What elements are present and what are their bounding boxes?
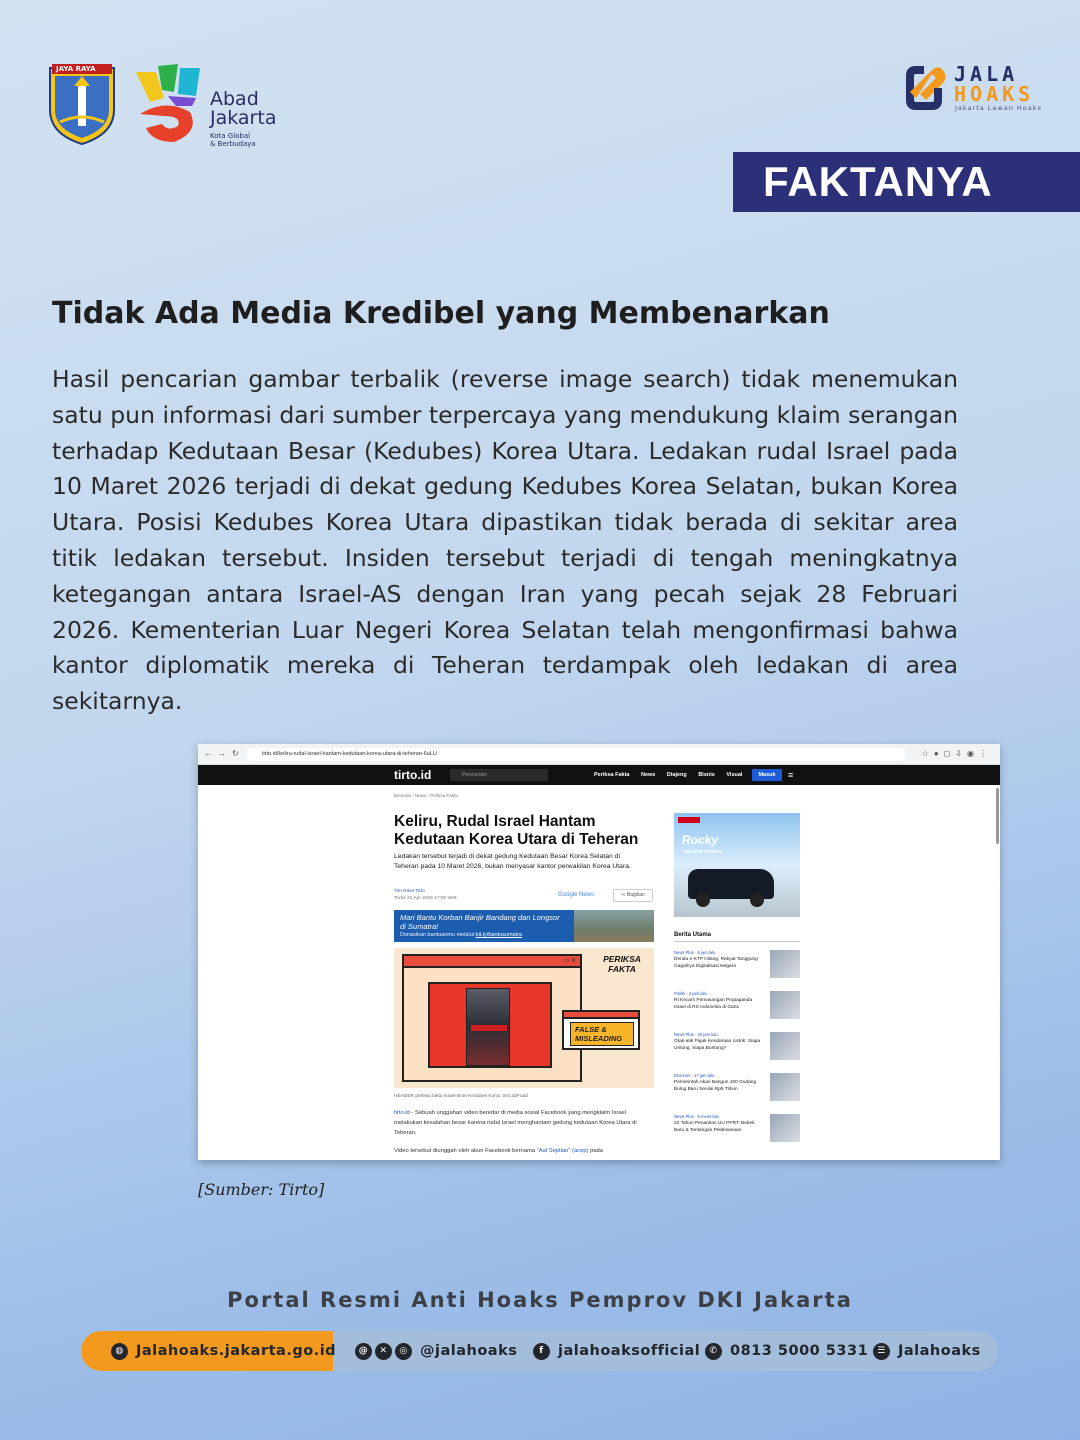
social-handle[interactable] — [355, 1331, 517, 1371]
news-category: News Plus · 20 jam lalu — [674, 1032, 718, 1037]
jalahoaks-hoaks-text: HOAKS — [954, 82, 1035, 106]
article-author: Tim Riset Tirto — [394, 889, 425, 894]
threads-icon: @ — [355, 1343, 372, 1360]
chat-link[interactable] — [873, 1331, 981, 1371]
news-title: Otak-atik Pajak Kendaraan Listrik: Siapa Untung, Siapa Buntung? — [674, 1039, 761, 1051]
facebook-icon: f — [533, 1343, 550, 1360]
article-screenshot — [198, 744, 1000, 1160]
news-category: News Plus · 6 menit lalu — [674, 1114, 719, 1119]
news-category: Politik · 2 jam lalu — [674, 991, 707, 996]
ad-title: Rocky — [682, 833, 719, 847]
news-title: Denda e-KTP Hilang, Rakyat Tanggung Gagalnya Digitalisasi Negara — [674, 957, 758, 969]
jalahoaks-tagline: Jakarta Lawan Hoaks — [955, 104, 1042, 112]
car-image — [688, 869, 774, 899]
globe-icon: ◍ — [111, 1343, 128, 1360]
body-link: "Aal Septian" (arsip) — [536, 1148, 589, 1154]
news-item — [674, 1073, 800, 1105]
page-scrollbar — [996, 788, 999, 844]
jaya-raya-emblem — [46, 62, 118, 146]
chat-text: Jalahoaks — [898, 1343, 981, 1359]
tirto-nav-links — [594, 771, 752, 779]
tirto-nav-item: Diajeng — [666, 772, 687, 778]
article-date: Terbit 22 Apr 2026 17:00 WIB — [394, 896, 457, 901]
instagram-icon: ◎ — [395, 1343, 412, 1360]
illustration-inner-frame — [428, 982, 552, 1068]
news-title: Pemerintah Akan Bangun 100 Gudang Bulog Baru Senilai Rp5 Triliun — [674, 1080, 757, 1092]
article-lead: Ledakan tersebut terjadi di dekat gedung Kedutaan Besar Korea Selatan di Teheran pada 10 Maret 2026, bukan menyasar kantor perwakilan Korea Utara. — [394, 853, 631, 870]
tirto-nav-item: News — [641, 772, 656, 778]
video-thumbnail — [466, 988, 510, 1066]
news-item — [674, 1114, 800, 1146]
contact-bar — [81, 1331, 998, 1371]
donation-sub-text: Donasikan bantuanmu melalui — [400, 932, 474, 938]
toyota-logo — [678, 817, 700, 823]
share-label: Bagikan — [626, 892, 645, 898]
berbudaya-text: & Berbudaya — [210, 140, 256, 148]
news-item — [674, 991, 800, 1023]
periksa-fakta-label: PERIKSA FAKTA — [603, 954, 641, 974]
body-text-1: - Sebuah unggahan video beredar di media sosial Facebook yang mengklaim Israel melakukan kesalahan besar karena rudal Israel menghantam gedung kedutaan Korea Utara di Teheran. — [394, 1110, 637, 1136]
article-body-2 — [394, 1146, 654, 1156]
jalahoaks-logo — [898, 60, 1048, 116]
news-thumbnail — [770, 991, 800, 1019]
faktanya-banner: FAKTANYA — [733, 152, 1080, 212]
tirto-nav-item: Visual — [726, 772, 743, 778]
news-item — [674, 1032, 800, 1064]
google-news-badge — [558, 892, 594, 898]
tirto-nav-item: Periksa Fakta — [594, 772, 630, 778]
tirto-logo: tirto.id — [394, 768, 432, 782]
website-link[interactable] — [111, 1331, 336, 1371]
news-thumbnail — [770, 950, 800, 978]
article-breadcrumb: Beranda › News › Periksa Fakta — [394, 793, 458, 798]
whatsapp-icon: ✆ — [705, 1343, 722, 1360]
portal-tagline: Portal Resmi Anti Hoaks Pemprov DKI Jakarta — [227, 1288, 853, 1312]
news-thumbnail — [770, 1032, 800, 1060]
abad-jakarta-logo — [134, 62, 284, 148]
flood-photo — [574, 910, 654, 942]
donation-link: bit.ly/bantusumatra — [475, 932, 522, 938]
news-thumbnail — [770, 1114, 800, 1142]
abad-word: Abad — [210, 88, 259, 110]
x-icon: ✕ — [375, 1343, 392, 1360]
divider — [674, 941, 800, 942]
whatsapp-text: 0813 5000 5331 — [730, 1343, 869, 1359]
illustration-window — [402, 954, 582, 1082]
article-title: Keliru, Rudal Israel Hantam Kedutaan Korea Utara di Teheran — [394, 813, 639, 848]
body-source: tirto.id — [394, 1110, 410, 1116]
body-text-2-end: pada — [588, 1148, 603, 1154]
news-title: 22 Tahun Penantian UU PPRT: Bebek Baru & Tantangan Pelaksanaan — [674, 1121, 755, 1133]
fact-check-hero-image — [394, 948, 654, 1088]
google-news-text: Google News — [558, 892, 595, 898]
jakarta-word: Jakarta — [210, 107, 277, 129]
browser-url-bar: tirto.id/keliru-rudal-israel-hantam-kedutaan-korea-utara-di-teheran-6uLU — [246, 748, 906, 761]
news-thumbnail — [770, 1073, 800, 1101]
tirto-nav-item: Bisnis — [698, 772, 715, 778]
facebook-link[interactable] — [533, 1331, 700, 1371]
hero-caption: HEADER periksa fakta Israel Bom Kedubes Korut. tirto.id/Fuad — [394, 1094, 528, 1099]
source-caption: [Sumber: Tirto] — [198, 1180, 325, 1199]
tirto-search-field: Pencarian — [450, 769, 548, 781]
browser-extension-icons: ☆●◻⇩◉⋮ — [921, 749, 992, 758]
kota-global-text: Kota Global — [210, 132, 251, 140]
explanation-paragraph: Hasil pencarian gambar terbalik (reverse image search) tidak menemukan satu pun informasi dari sumber terpercaya yang mendukung klaim serangan terhadap Kedutaan Besar (Kedubes) Korea Utara. Ledakan rudal Israel pada 10 Maret 2026 terjadi di dekat gedung Kedubes Korea Selatan, bukan Korea Utara. Posisi Kedubes Korea Utara dipastikan tidak berada di sekitar area titik ledakan tersebut. Insiden tersebut terjadi di tengah meningkatnya ketegangan antara Israel-AS dengan Iran yang pecah sejak 28 Februari 2026. Kementerian Luar Negeri Korea Selatan telah mengonfirmasi bahwa kantor diplomatik mereka di Teheran terdampak oleh ledakan di area sekitarnya. — [52, 365, 958, 716]
hamburger-menu-icon: ≡ — [788, 770, 794, 780]
ad-subtitle: BELIEVE IN REAL — [684, 849, 723, 854]
news-category: News Plus · 6 jam lalu — [674, 950, 716, 955]
tirto-login-button: Masuk — [752, 769, 782, 781]
toyota-rocky-ad — [674, 813, 800, 917]
section-heading: Tidak Ada Media Kredibel yang Membenarkan — [52, 296, 830, 331]
website-text: Jalahoaks.jakarta.go.id — [136, 1343, 337, 1359]
news-item — [674, 950, 800, 982]
chat-bubble-icon: ☰ — [873, 1343, 890, 1360]
facebook-text: jalahoaksofficial — [558, 1343, 701, 1359]
whatsapp-link[interactable] — [705, 1331, 868, 1371]
share-button: ⋖ Bagikan — [613, 889, 653, 902]
donation-banner-sub — [400, 932, 522, 938]
browser-nav-icons: ←→↻ — [204, 749, 245, 758]
false-misleading-label: FALSE & MISLEADING — [570, 1022, 634, 1046]
verdict-window — [562, 1010, 640, 1050]
donation-banner — [394, 910, 654, 942]
news-category: Ekonomi · 17 jam lalu — [674, 1073, 715, 1078]
article-body-1 — [394, 1108, 654, 1138]
window-controls-icon: ▭ ✕ — [563, 958, 576, 964]
jalahoaks-jala-text: JALA — [954, 62, 1019, 86]
body-text-2: Video tersebut diunggah oleh akun Facebook bernama — [394, 1148, 537, 1154]
berita-utama-title: Berita Utama — [674, 932, 712, 938]
tirto-navbar — [198, 765, 1000, 785]
browser-toolbar — [198, 744, 1000, 765]
news-title: RI Kecam Pemasangan Propaganda Israel di RS Indonesia di Gaza — [674, 998, 753, 1010]
jaya-raya-text: JAYA RAYA — [56, 65, 96, 73]
donation-banner-title: Mari Bantu Korban Banjir Bandang dan Longsor di Sumatra! — [400, 913, 560, 931]
social-handle-text: @jalahoaks — [420, 1343, 518, 1359]
